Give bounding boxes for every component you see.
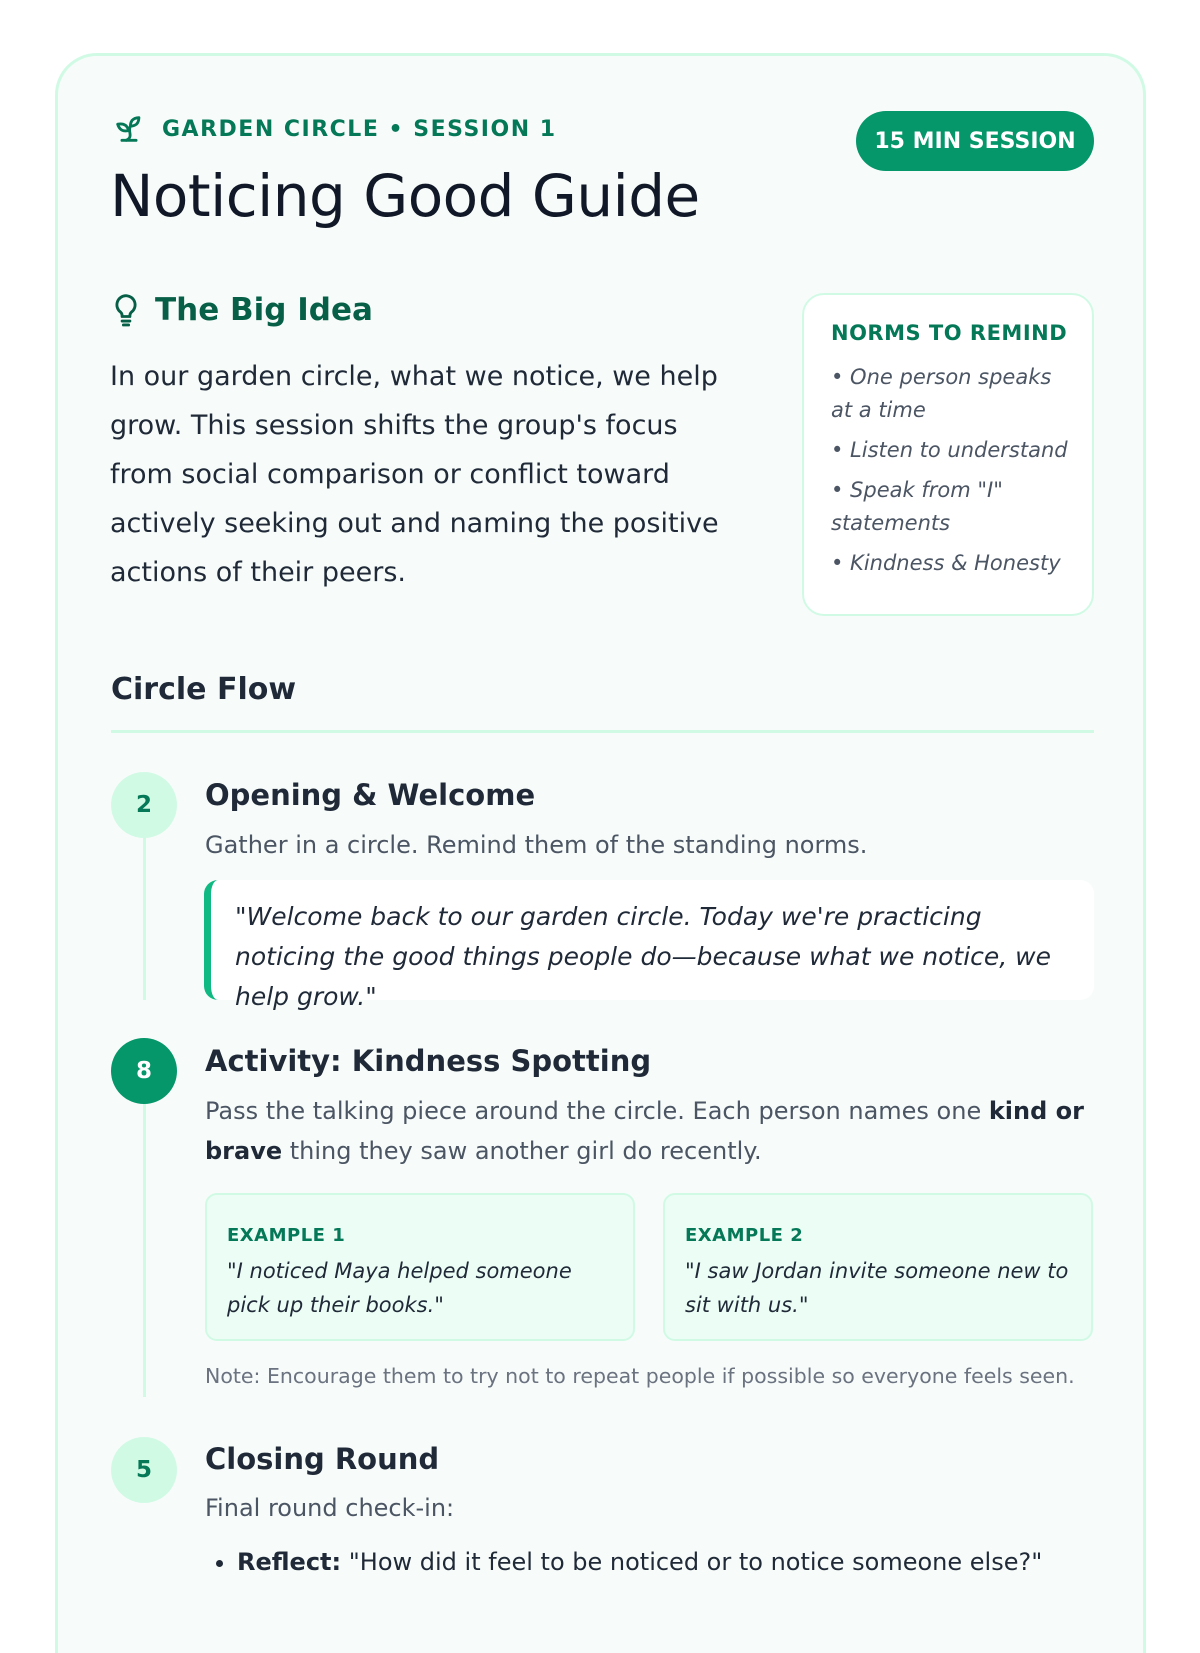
big-idea-heading-text: The Big Idea <box>155 292 373 328</box>
lightbulb-icon <box>113 293 139 327</box>
step-title-activity: Activity: Kindness Spotting <box>205 1044 652 1078</box>
session-length-badge: 15 MIN SESSION <box>856 111 1094 171</box>
norm-item: • Speak from "I" statements <box>831 478 1003 535</box>
step-title-opening: Opening & Welcome <box>205 778 536 812</box>
prompt-label: Reflect: <box>237 1548 342 1576</box>
big-idea-text: In our garden circle, what we notice, we help grow. This session shifts the group's focus from social comparison or conflict toward actively seeking out and naming the positive actions of their peers. <box>110 361 719 588</box>
eyebrow-text: GARDEN CIRCLE • SESSION 1 <box>162 116 557 142</box>
step-title-closing: Closing Round <box>205 1442 440 1476</box>
step-description: Gather in a circle. Remind them of the standing norms. <box>205 831 868 859</box>
page-title: Noticing Good Guide <box>110 162 700 230</box>
step-description: Final round check-in: <box>205 1494 455 1522</box>
list-item <box>237 1542 1042 1582</box>
example-card <box>205 1193 635 1341</box>
norm-item: • Kindness & Honesty <box>831 551 1061 575</box>
description-text: Pass the talking piece around the circle. Each person names one <box>205 1097 989 1125</box>
step-minutes-badge: 8 <box>111 1038 177 1104</box>
sprout-icon <box>112 112 146 146</box>
prompt-text: "How did it feel to be noticed or to notice someone else?" <box>341 1548 1043 1576</box>
step-description <box>205 1091 1095 1171</box>
example-label: EXAMPLE 2 <box>685 1225 804 1246</box>
description-emphasis: kind or brave <box>205 1097 1084 1165</box>
norm-item: • Listen to understand <box>831 438 1068 462</box>
example-text: "I saw Jordan invite someone new to sit with us." <box>685 1259 1069 1317</box>
session-eyebrow <box>112 112 557 146</box>
example-label: EXAMPLE 1 <box>227 1225 346 1246</box>
step-minutes-badge: 2 <box>111 772 177 838</box>
description-text: thing they saw another girl do recently. <box>282 1137 762 1165</box>
facilitator-note: Note: Encourage them to try not to repeat people if possible so everyone feels seen. <box>205 1364 1075 1388</box>
norms-box <box>802 293 1094 616</box>
big-idea-heading <box>113 292 373 328</box>
timeline-connector <box>143 836 146 1000</box>
section-divider <box>111 730 1094 733</box>
timeline-connector <box>143 1103 146 1397</box>
norm-item: • One person speaks at a time <box>831 365 1052 422</box>
example-text: "I noticed Maya helped someone pick up their books." <box>227 1259 572 1317</box>
norms-title: NORMS TO REMIND <box>831 321 1068 345</box>
step-minutes-badge: 5 <box>111 1437 177 1503</box>
example-card <box>663 1193 1093 1341</box>
norms-list <box>831 361 1070 580</box>
closing-prompts <box>205 1542 1042 1582</box>
circle-flow-title: Circle Flow <box>111 672 297 707</box>
opening-script-quote: "Welcome back to our garden circle. Today we're practicing noticing the good things people do—because what we notice, we help grow." <box>204 880 1094 1000</box>
